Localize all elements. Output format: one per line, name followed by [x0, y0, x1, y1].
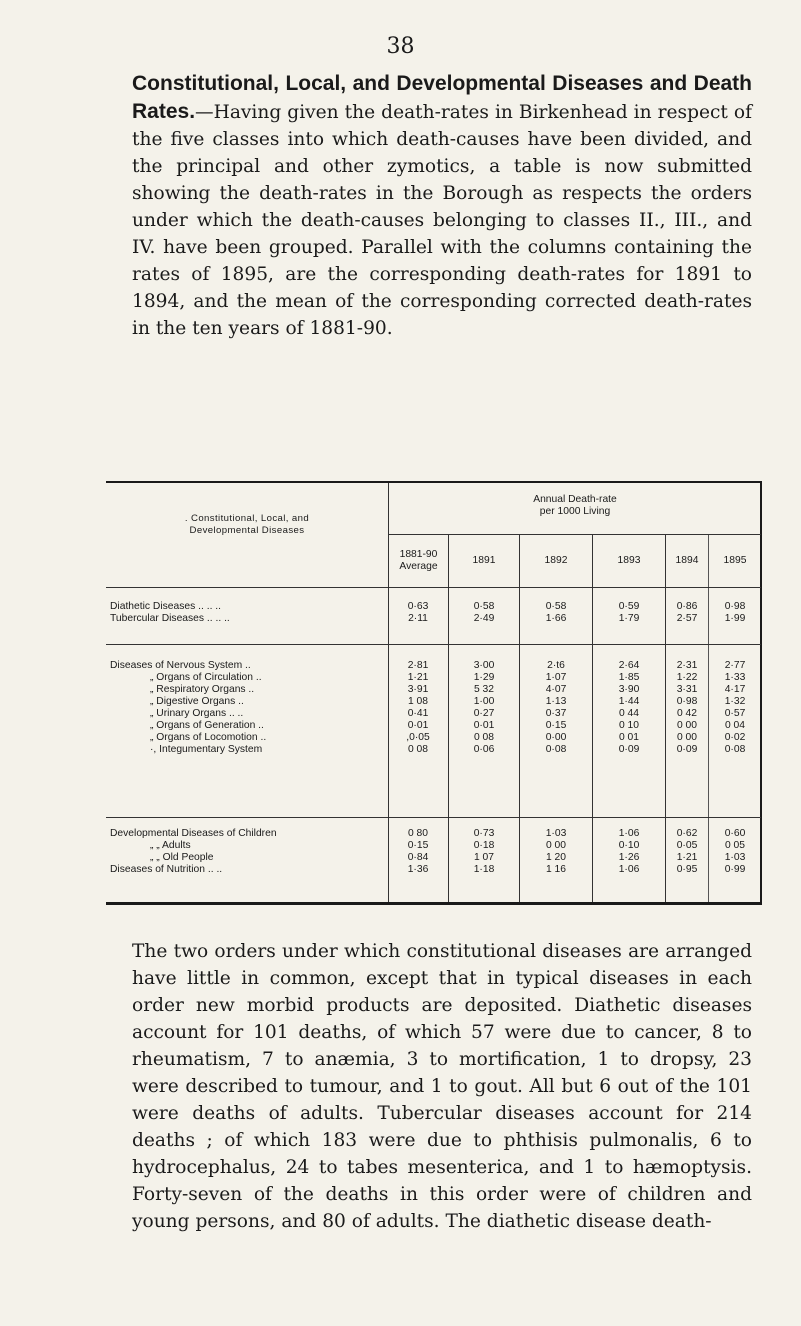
- group-header-line2: per 1000 Living: [539, 506, 611, 517]
- table-cell: 1·21: [407, 672, 429, 683]
- table-cell: 1·06: [618, 828, 640, 839]
- table-cell: 0 10: [618, 720, 640, 731]
- page-number: 38: [386, 34, 415, 59]
- table-top-rule: [106, 481, 762, 483]
- table-cell: 0·58: [473, 601, 495, 612]
- col-header-1894: 1894: [675, 555, 699, 566]
- table-cell: 0 04: [724, 720, 746, 731]
- section-heading: Constitutional, Local, and Developmental Diseases and Death Rates.: [132, 72, 752, 123]
- table-cell: 0 05: [724, 840, 746, 851]
- closing-paragraph: The two orders under which constitutional diseases are arranged have little in common, except that in typical diseases in each order new morbid products are deposited. Diathetic diseases account for 101 deaths, of which 57 were due to cancer, 8 to rheumatism, 7 to anæmia, 3 to mortification, 1 to dropsy, 23 were described to tumour, and 1 to gout. All but 6 out of the 101 were deaths of adults. Tubercular diseases account for 214 deaths ; of which 183 were due to phthisis pulmonalis, 6 to hydrocephalus, 24 to tabes mesenterica, and 1 to hæmoptysis. Forty-seven of the deaths in this order were of children and young persons, and 80 of adults. The diathetic disease death-: [132, 941, 752, 1232]
- table-hline: [106, 587, 761, 588]
- table-hline: [106, 644, 761, 645]
- table-cell: 2·77: [724, 660, 746, 671]
- table-cell: 2·64: [618, 660, 640, 671]
- table-cell: 0 00: [545, 840, 567, 851]
- col-header-1891: 1891: [472, 555, 496, 566]
- table-cell: 0·05: [676, 840, 698, 851]
- table-cell: 1·03: [545, 828, 567, 839]
- table-row-label: Diathetic Diseases .. .. ..: [110, 601, 222, 612]
- table-cell: 0·09: [676, 744, 698, 755]
- table-cell: 0·00: [545, 732, 567, 743]
- table-cell: 3·00: [473, 660, 495, 671]
- table-cell: 0·62: [676, 828, 698, 839]
- table-cell: 1·32: [724, 696, 746, 707]
- table-row-label: ·, Integumentary System: [150, 744, 263, 755]
- table-cell: 0·57: [724, 708, 746, 719]
- table-cell: 3·31: [676, 684, 698, 695]
- table-cell: 0·01: [407, 720, 429, 731]
- intro-body: —Having given the death-rates in Birkenhead in respect of the five classes into which death-causes have been divided, and the principal and other zymotics, a table is now submitted showing the death-rates in the Borough as respects the orders under which the death-causes belonging to classes II., III., and IV. have been grouped. Parallel with the columns containing the rates of 1895, are the corresponding death-rates for 1891 to 1894, and the mean of the corresponding corrected death-rates in the ten years of 1881-90.: [132, 102, 752, 339]
- table-cell: 4·17: [724, 684, 746, 695]
- table-cell: 0·09: [618, 744, 640, 755]
- table-hline: [106, 817, 761, 818]
- group-header-line1: Annual Death-rate: [533, 494, 617, 505]
- table-cell: 1·22: [676, 672, 698, 683]
- table-row-label: Diseases of Nervous System ..: [110, 660, 251, 671]
- table-cell: 0·98: [676, 696, 698, 707]
- group-header: [389, 494, 761, 518]
- table-row-label: Diseases of Nutrition .. ..: [110, 864, 223, 875]
- table-cell: 5 32: [473, 684, 495, 695]
- table-cell: 0·60: [724, 828, 746, 839]
- table-cell: 2·57: [676, 613, 698, 624]
- col-header-1893: 1893: [617, 555, 641, 566]
- table-row-label: „ „ Old People: [150, 852, 214, 863]
- table-cell: 0 00: [676, 720, 698, 731]
- table-cell: 0·99: [724, 864, 746, 875]
- table-row-label: „ Organs of Locomotion ..: [150, 732, 267, 743]
- table-cell: 1·79: [618, 613, 640, 624]
- table-cell: 1·21: [676, 852, 698, 863]
- col-header-avg-line1: 1881-90: [399, 549, 438, 560]
- table-cell: 0·41: [407, 708, 429, 719]
- table-cell: 1·07: [545, 672, 567, 683]
- table-row-label: „ Organs of Generation ..: [150, 720, 264, 731]
- table-row-label: Developmental Diseases of Children: [110, 828, 277, 839]
- table-cell: 0·01: [473, 720, 495, 731]
- table-cell: 0·27: [473, 708, 495, 719]
- table-cell: 0·02: [724, 732, 746, 743]
- row-header: [106, 513, 388, 537]
- table-cell: 0 00: [676, 732, 698, 743]
- table-cell: 0·18: [473, 840, 495, 851]
- table-cell: 3·90: [618, 684, 640, 695]
- table-cell: 2·49: [473, 613, 495, 624]
- table-vline: [519, 534, 520, 902]
- table-cell: 1·18: [473, 864, 495, 875]
- table-cell: 0·84: [407, 852, 429, 863]
- col-header-1892: 1892: [544, 555, 568, 566]
- row-header-line2: Developmental Diseases: [189, 525, 305, 536]
- table-cell: 0 80: [407, 828, 429, 839]
- table-row-label: Tubercular Diseases .. .. ..: [110, 613, 230, 624]
- table-row-label: „ Respiratory Organs ..: [150, 684, 255, 695]
- table-cell: 2·31: [676, 660, 698, 671]
- table-cell: 1·33: [724, 672, 746, 683]
- table-cell: 2·t6: [547, 660, 565, 671]
- table-cell: 0·98: [724, 601, 746, 612]
- table-cell: 1·36: [407, 864, 429, 875]
- intro-paragraph: [132, 70, 752, 342]
- table-cell: 1 20: [545, 852, 567, 863]
- table-cell: 1·06: [618, 864, 640, 875]
- table-cell: 0·63: [407, 601, 429, 612]
- table-cell: 2·81: [407, 660, 429, 671]
- table-cell: ,0·05: [406, 732, 430, 743]
- table-cell: 1·99: [724, 613, 746, 624]
- col-header-1895: 1895: [723, 555, 747, 566]
- table-cell: 1·85: [618, 672, 640, 683]
- table-hline: [389, 534, 761, 535]
- table-row-label: „ Digestive Organs ..: [150, 696, 244, 707]
- table-cell: 0 01: [618, 732, 640, 743]
- table-cell: 1·03: [724, 852, 746, 863]
- table-row-label: „ „ Adults: [150, 840, 191, 851]
- table-cell: 1·13: [545, 696, 567, 707]
- table-cell: 0 08: [473, 732, 495, 743]
- table-vline: [448, 534, 449, 902]
- death-rate-table: [106, 481, 758, 905]
- table-vline: [592, 534, 593, 902]
- table-cell: 0·15: [545, 720, 567, 731]
- table-cell: 0 42: [676, 708, 698, 719]
- col-header-avg-line2: Average: [399, 561, 438, 572]
- table-cell: 2·11: [408, 613, 428, 624]
- table-cell: 0·95: [676, 864, 698, 875]
- table-cell: 1·26: [618, 852, 640, 863]
- table-cell: 0·15: [407, 840, 429, 851]
- table-cell: 0·73: [473, 828, 495, 839]
- table-cell: 1 16: [545, 864, 567, 875]
- table-cell: 0·59: [618, 601, 640, 612]
- row-header-line1: . Constitutional, Local, and: [184, 513, 310, 524]
- table-cell: 1·00: [473, 696, 495, 707]
- table-cell: 1 07: [473, 852, 495, 863]
- table-cell: 0 08: [407, 744, 429, 755]
- col-header-avg: [389, 549, 448, 573]
- table-cell: 0·06: [473, 744, 495, 755]
- table-cell: 0 44: [618, 708, 640, 719]
- table-cell: 4·07: [545, 684, 567, 695]
- table-row-label: „ Organs of Circulation ..: [150, 672, 262, 683]
- table-cell: 0·08: [724, 744, 746, 755]
- table-cell: 0·37: [545, 708, 567, 719]
- table-cell: 1·66: [545, 613, 567, 624]
- table-cell: 1·44: [618, 696, 640, 707]
- table-cell: 0·08: [545, 744, 567, 755]
- table-bottom-rule: [106, 902, 762, 905]
- table-cell: 3·91: [407, 684, 429, 695]
- table-cell: 1·29: [473, 672, 495, 683]
- table-cell: 0·86: [676, 601, 698, 612]
- table-cell: 0·10: [618, 840, 640, 851]
- table-cell: 0·58: [545, 601, 567, 612]
- table-row-label: „ Urinary Organs .. ..: [150, 708, 244, 719]
- table-cell: 1 08: [407, 696, 429, 707]
